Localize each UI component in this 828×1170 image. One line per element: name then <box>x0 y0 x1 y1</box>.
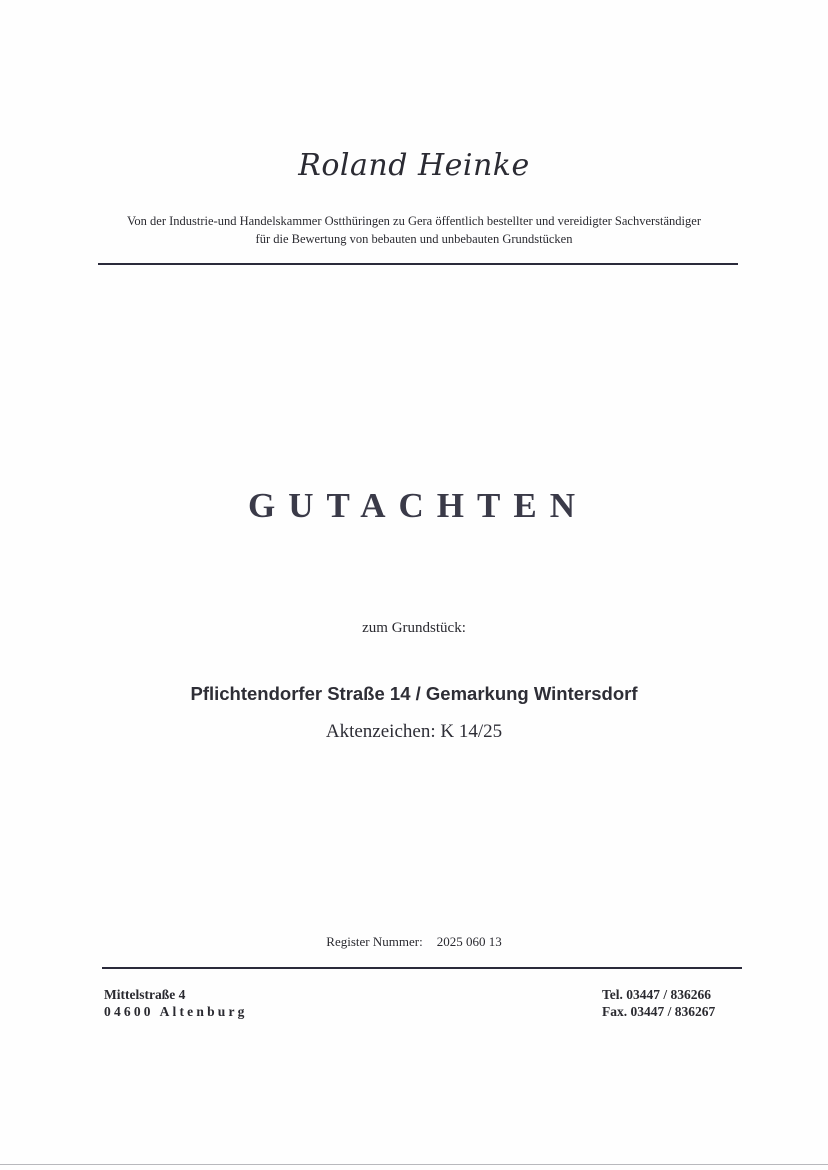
property-label: zum Grundstück: <box>362 620 466 636</box>
footer-address <box>104 986 248 1020</box>
expert-credentials <box>60 212 768 248</box>
register-value: 2025 060 13 <box>436 934 502 949</box>
signature-logo: Roland Heinke <box>298 148 530 183</box>
register-label: Register Nummer: <box>326 934 423 949</box>
footer-contact <box>602 986 715 1020</box>
document-title: GUTACHTEN <box>248 486 588 525</box>
footer-street: Mittelstraße 4 <box>104 987 186 1002</box>
footer-tel: Tel. 03447 / 836266 <box>602 987 712 1002</box>
footer-fax: Fax. 03447 / 836267 <box>602 1004 716 1019</box>
credentials-line-2: für die Bewertung von bebauten und unbebauten Grundstücken <box>255 232 573 246</box>
credentials-line-1: Von der Industrie-und Handelskammer Ostthüringen zu Gera öffentlich bestellter und vereidigter Sachverständiger <box>126 214 701 228</box>
case-number: Aktenzeichen: K 14/25 <box>325 721 503 742</box>
scan-edge-line <box>0 1164 828 1165</box>
footer-divider <box>102 967 742 969</box>
register-number <box>0 934 828 950</box>
footer-city: 04600 Altenburg <box>104 1004 248 1019</box>
header-divider <box>98 263 738 265</box>
property-address: Pflichtendorfer Straße 14 / Gemarkung Wintersdorf <box>190 683 638 704</box>
